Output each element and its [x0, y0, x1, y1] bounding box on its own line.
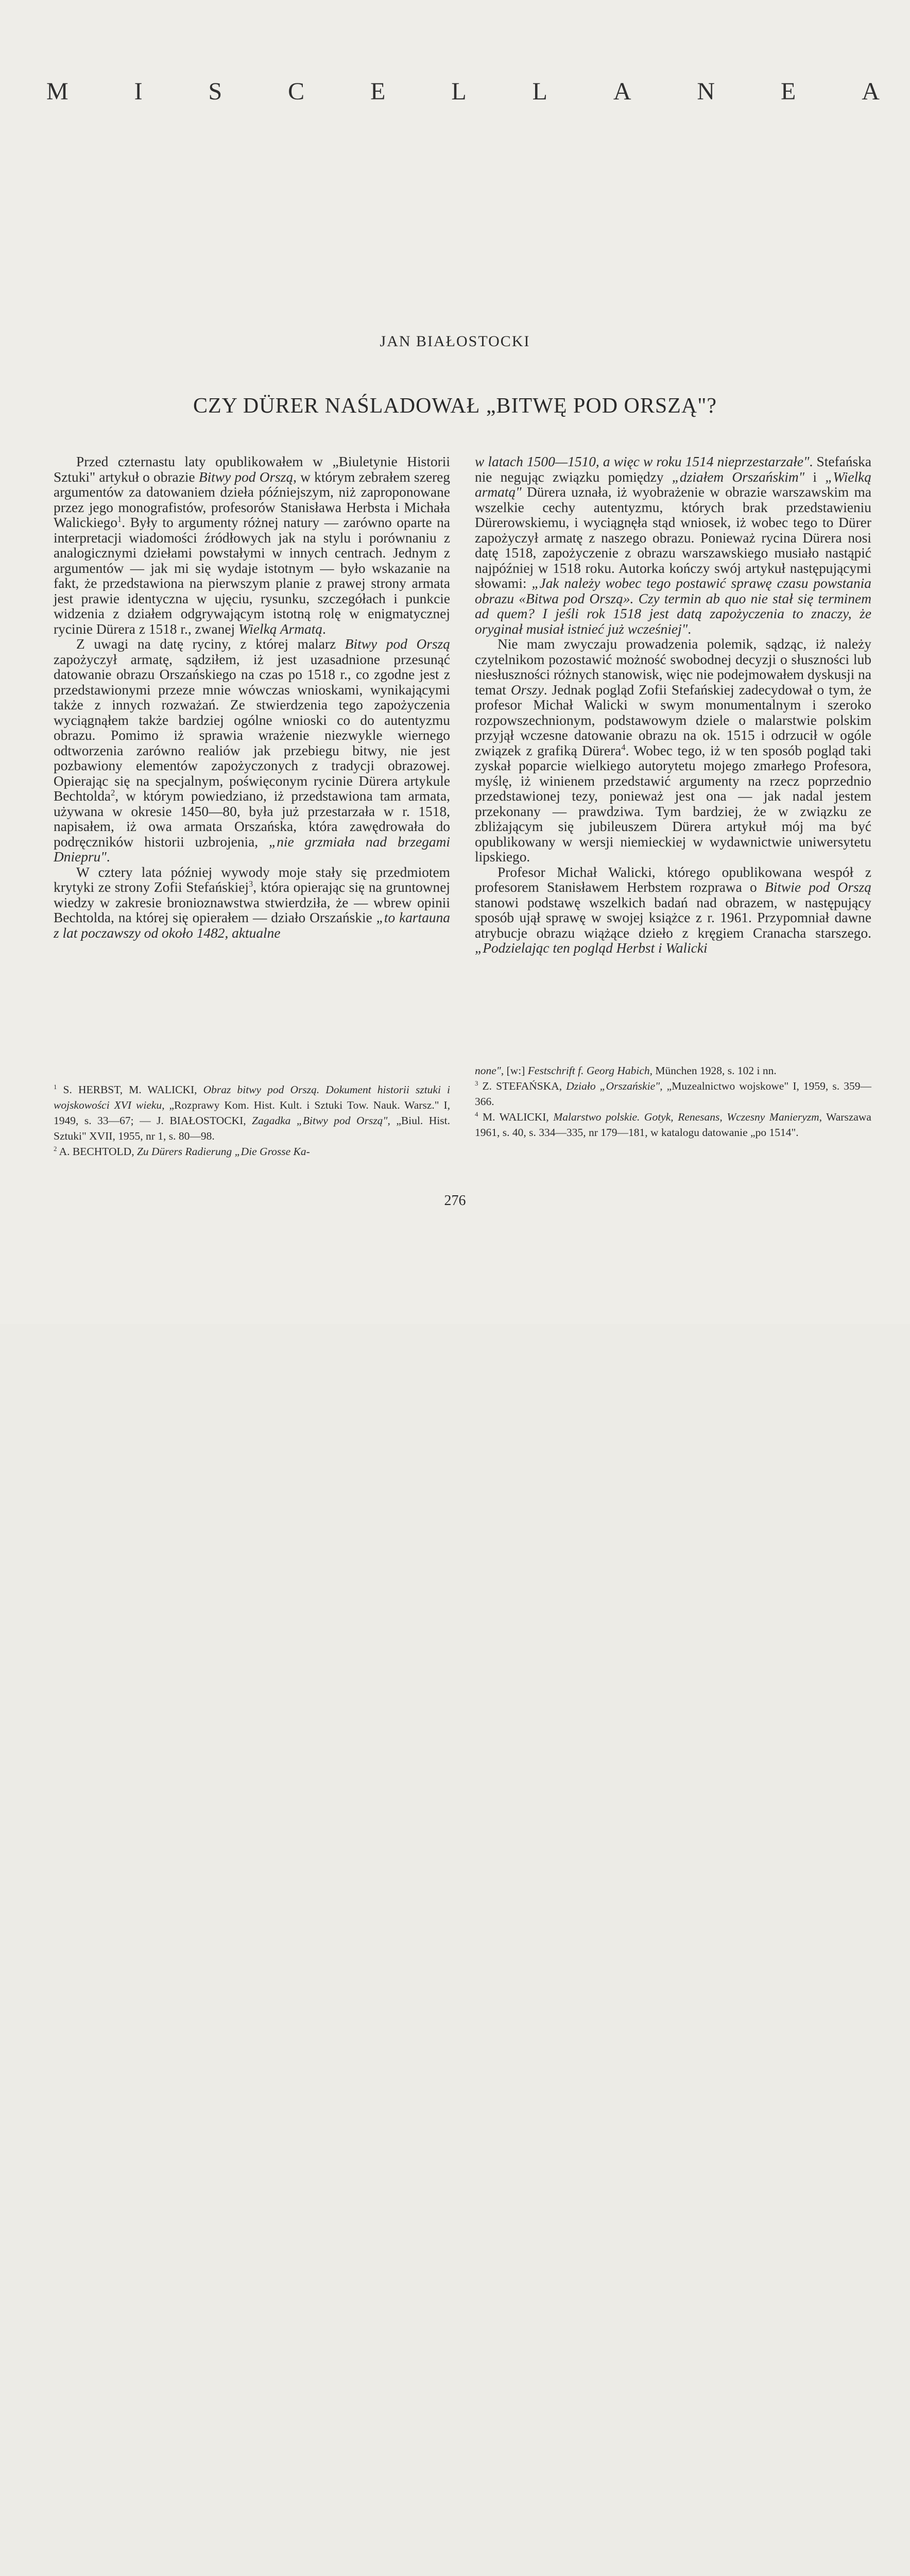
footnote-4: $^4$ M. WALICKI, Malarstwo polskie. Gotyk, Renesans, Wczesny Manieryzm, Warszawa 1961, s. 40, s. 334—335, nr 179—181, w katalogu datowanie „po 1514". [475, 1110, 871, 1139]
section-letter: E [781, 78, 797, 105]
section-heading [46, 77, 881, 106]
footnote-ref[interactable]: 4 [621, 742, 626, 752]
section-letter: A [862, 78, 881, 105]
footnote-ref[interactable]: 3 [249, 878, 253, 889]
paragraph: Nie mam zwyczaju prowadzenia polemik, sądząc, iż należy czytelnikom pozostawić możność swobodnej decyzji o słuszności lub niesłuszności różnych stanowisk, więc nie podejmowałem dyskusji na temat Orszy. Jednak pogląd Zofii Stefańskiej zadecydował o tym, że profesor Michał Walicki w swym monumentalnym i szeroko rozpowszechnionym, podstawowym dziele o malarstwie polskim przyjął wczesne datowanie obrazu na ok. 1515 i odrzucił w ogóle związek z grafiką Dürera$^4$. Wobec tego, iż w ten sposób pogląd taki zyskał poparcie wielkiego autorytetu mojego zmarłego Profesora, myślę, iż winienem przedstawić argumenty na rzecz poprzednio przedstawionej tezy, ponieważ jest ona — jak nadal jestem przekonany — prawdziwa. Tym bardziej, że w związku ze zbliżającym się jubileuszem Dürera artykuł mój ma być opublikowany w wersji niemieckiej w wydawnictwie uniwersytetu lipskiego. [475, 636, 871, 865]
article-author: JAN BIAŁOSTOCKI [380, 333, 530, 350]
section-letter: E [370, 78, 387, 105]
paragraph: W cztery lata później wywody moje stały się przedmiotem krytyki ze strony Zofii Stefańskiej$^3$, która opierając się na gruntownej wiedzy w zakresie bronioznawstwa stwierdziła, że — wbrew opinii Bechtolda, na której się opierałem — działo Orszańskie „to kartauna z lat poczawszy od około 1482, aktualne [54, 864, 450, 941]
section-letter: L [451, 78, 468, 105]
footnote-ref[interactable]: 2 [111, 787, 115, 798]
footnote-3: $^3$ Z. STEFAŃSKA, Działo „Orszańskie", „Muzealnictwo wojskowe" I, 1959, s. 359—366. [475, 1079, 871, 1108]
paragraph: Profesor Michał Walicki, którego opublikowana wespół z profesorem Stanisławem Herbstem rozprawa o Bitwie pod Orszą stanowi podstawę wszelkich badań nad obrazem, w następujący sposób ujął sprawę w swojej książce z r. 1961. Przypomniał dawne atrybucje obrazu wiążące dzieło z kręgiem Cranacha starszego. „Podzielając ten pogląd Herbst i Walicki [475, 864, 871, 956]
footnotes-left [54, 1082, 450, 1159]
footnote-2-cont: none", [w:] Festschrift f. Georg Habich, München 1928, s. 102 i nn. [475, 1064, 777, 1077]
section-letter: A [613, 78, 632, 105]
paragraph: Z uwagi na datę ryciny, z której malarz Bitwy pod Orszą zapożyczył armatę, sądziłem, iż jest uzasadnione przesunąć datowanie obrazu Orszańskiego na czas po 1518 r., co zgodne jest z przedstawionymi przeze mnie wówczas wnioskami, wynikającymi także z innych rozważań. Ze stwierdzenia tego zapożyczenia wyciągnąłem także bardziej ogólne wnioski co do autentyzmu obrazu. Pomimo iż sprawia wrażenie niezwykle wiernego odtworzenia zarówno realiów jak przebiegu bitwy, nie jest pozbawiony elementów zapożyczonych z tradycji obrazowej. Opierając się na specjalnym, poświęconym rycinie Dürera artykule Bechtolda$^2$, w którym powiedziano, iż przedstawiona tam armata, używana w okresie 1450—80, była już przestarzała w r. 1518, napisałem, iż owa armata Orszańska, która zawędrowała do podręczników historii uzbrojenia, „nie grzmiała nad brzegami Dniepru". [54, 636, 450, 865]
section-letter: L [532, 78, 548, 105]
footnote-2: $^2$ A. BECHTOLD, Zu Dürers Radierung „Die Grosse Ka- [54, 1145, 310, 1158]
section-letter: C [288, 78, 306, 105]
viewer-footer [0, 1324, 910, 1406]
section-letter: N [697, 78, 716, 105]
paragraph: Przed czternastu laty opublikowałem w „Biuletynie Historii Sztuki" artykuł o obrazie Bitwy pod Orszą, w którym zebrałem szereg argumentów za datowaniem dzieła późniejszym, niż zaproponowane przez jego monografistów, profesorów Stanisława Herbsta i Michała Walickiego$^1$. Były to argumenty różnej natury — zarówno oparte na interpretacji wiadomości źródłowych jak na stylu i porównaniu z analogicznymi dziełami powstałymi w innych centrach. Jednym z argumentów — jak mi się wydaje istotnym — było wskazanie na fakt, że przedstawiona na pierwszym planie z prawej strony armata jest prawie identyczna w ujęciu, rysunku, szczegółach i punkcie widzenia z działem odgrywającym istotną rolę w enigmatycznej rycinie Dürera z 1518 r., zwanej Wielką Armatą. [54, 454, 450, 637]
right-text-column [475, 454, 871, 956]
section-letter: M [46, 78, 70, 105]
left-text-column [54, 454, 450, 941]
page-number: 276 [444, 1193, 466, 1209]
footnote-1: $^1$ S. HERBST, M. WALICKI, Obraz bitwy pod Orszą. Dokument historii sztuki i wojskowości XVI wieku, „Rozprawy Kom. Hist. Kult. i Sztuki Tow. Nauk. Warsz." I, 1949, s. 33—67; — J. BIAŁOSTOCKI, Zagadka „Bitwy pod Orszą", „Biul. Hist. Sztuki" XVII, 1955, nr 1, s. 80—98. [54, 1083, 451, 1142]
footnotes-right [475, 1063, 871, 1140]
footnote-ref[interactable]: 1 [117, 514, 122, 524]
article-title: CZY DÜRER NAŚLADOWAŁ „BITWĘ POD ORSZĄ"? [193, 394, 717, 418]
paragraph: w latach 1500—1510, a więc w roku 1514 nieprzestarzałe". Stefańska nie negując związku pomiędzy „działem Orszańskim" i „Wielką armatą" Dürera uznała, iż wyobrażenie w obrazie warszawskim ma wszelkie cechy autentyzmu, których brak przedstawieniu Dürerowskiemu, i wyciągnęła stąd wniosek, iż wobec tego to Dürer zapożyczył armatę z naszego obrazu. Ponieważ rycina Dürera nosi datę 1518, zapożyczenie z obrazu warszawskiego musiało nastąpić najpóźniej w 1518 roku. Autorka kończy swój artykuł następującymi słowami: „Jak należy wobec tego postawić sprawę czasu powstania obrazu «Bitwa pod Orszą». Czy termin ab quo nie stał się terminem ad quem? I jeśli rok 1518 jest datą zapożyczenia to znaczy, że oryginał musiał istnieć już wcześniej". [475, 454, 871, 637]
section-letter: S [208, 78, 224, 105]
section-letter: I [134, 78, 144, 105]
